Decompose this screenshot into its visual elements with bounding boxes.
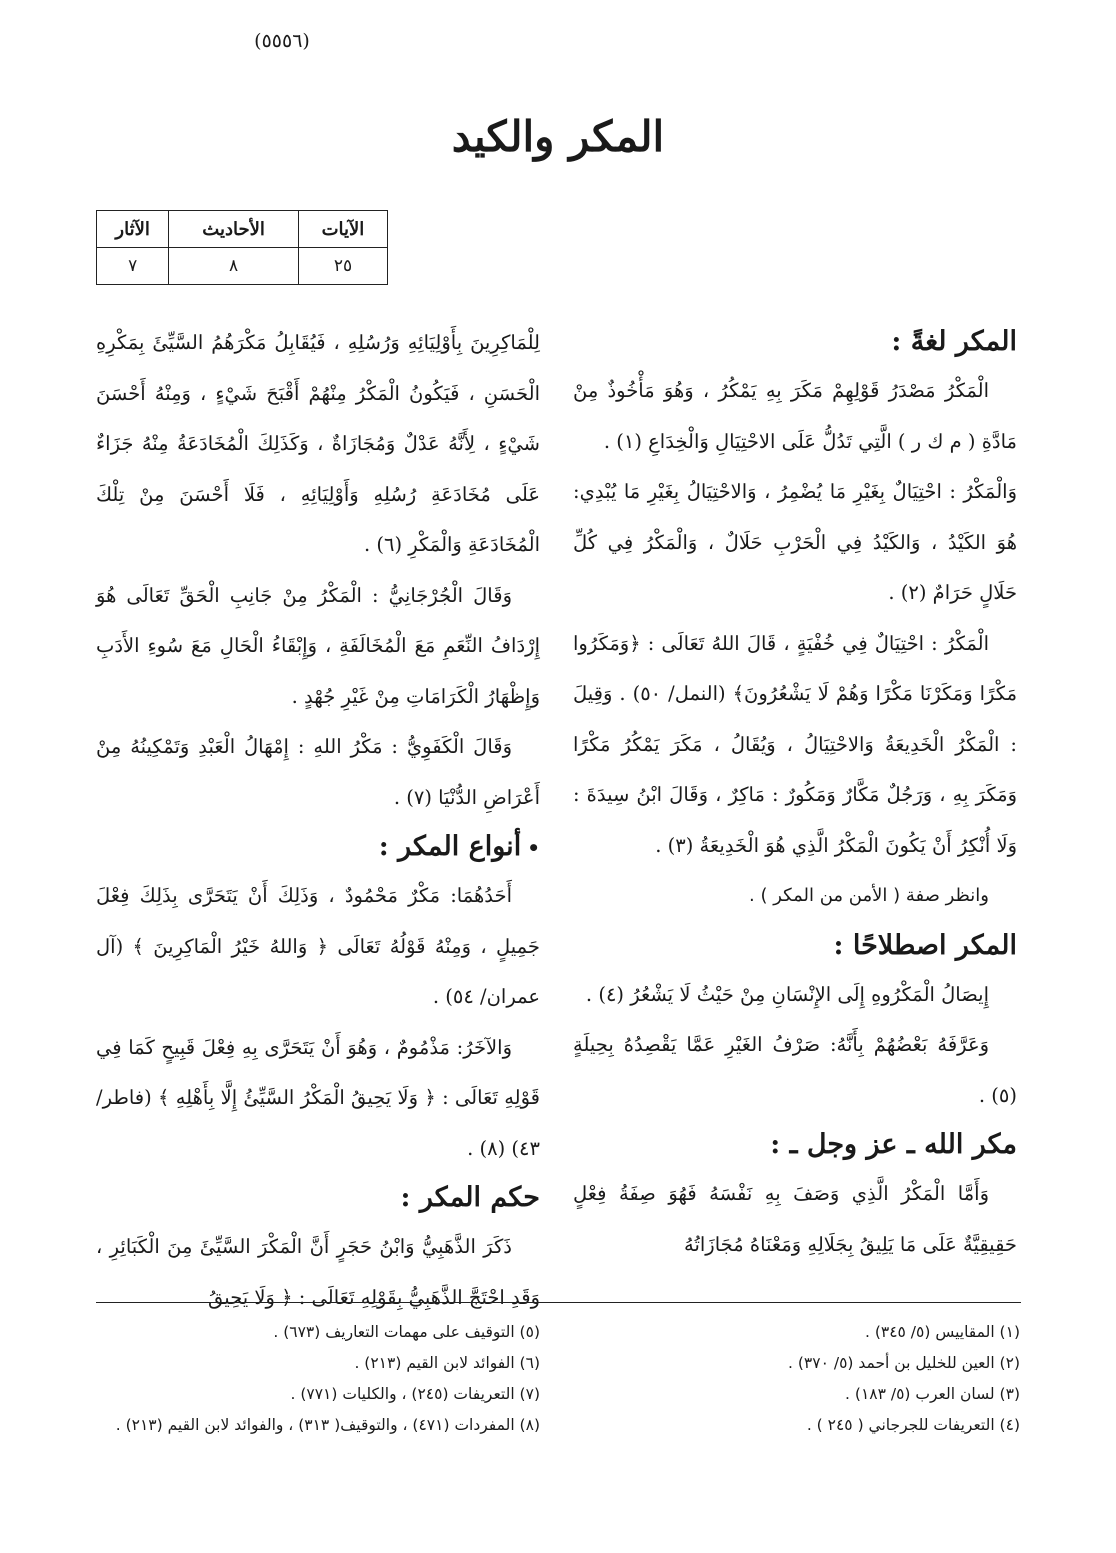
paragraph-linguistic-2: وَالْمَكْرُ : احْتِيَالٌ بِغَيْرِ مَا يُضْمِرُ ، وَالاحْتِيَالُ بِغَيْرِ مَا يُبْدِي: هُوَ الكَيْدُ ، وَالكَيْدُ فِي الْحَرْبِ حَلَالٌ ، وَالْمَكْرُ فِي كُلِّ حَلَالٍ حَرَامٌ (٢) . <box>573 480 1017 604</box>
paragraph-technical-1: إِيصَالُ الْمَكْرُوهِ إِلَى الإِنْسَانِ مِنْ حَيْثُ لَا يَشْعُرُ (٤) . <box>585 982 989 1006</box>
page-title: المكر والكيد <box>451 112 665 161</box>
footnote-1: (١) المقاييس (٥/ ٣٤٥) . <box>864 1323 1020 1341</box>
right-column <box>573 318 1017 1270</box>
stats-header-row <box>97 211 388 248</box>
stats-table <box>96 210 388 285</box>
stats-value-athar: ٧ <box>97 248 169 285</box>
page-number: (٥٥٥٦) <box>254 30 310 52</box>
footnotes-right <box>576 1317 1020 1441</box>
stats-value-row <box>97 248 388 285</box>
heading-linguistic: المكر لغةً : <box>891 326 1017 357</box>
paragraph-linguistic-1: الْمَكْرُ مَصْدَرُ قَوْلِهِمْ مَكَرَ بِهِ يَمْكُرُ ، وَهُوَ مَأْخُوذٌ مِنْ مَادَّةِ ( م ك ر ) الَّتِي تَدُلُّ عَلَى الاحْتِيَالِ وَالْخِدَاعِ (١) . <box>573 379 1017 453</box>
heading-types <box>96 823 540 871</box>
stats-header-ahadith: الأحاديث <box>169 211 299 248</box>
footnotes-left <box>96 1317 540 1441</box>
footnote-4: (٤) التعريفات للجرجاني ( ٢٤٥ ) . <box>806 1416 1020 1434</box>
footnote-divider <box>96 1302 1021 1303</box>
paragraph-ruling: ذَكَرَ الذَّهَبِيُّ وَابْنُ حَجَرٍ أَنَّ الْمَكْرَ السَّيِّئَ مِنَ الْكَبَائِرِ ، وَقَدِ احْتَجَّ الذَّهَبِيُّ بِقَوْلِهِ تَعَالَى : ﴿ وَلَا يَحِيقُ <box>96 1235 540 1309</box>
footnote-7: (٧) التعريفات (٢٤٥) ، والكليات (٧٧١) . <box>290 1385 540 1403</box>
heading-types-text: أنواع المكر : <box>378 831 522 862</box>
footnote-6: (٦) الفوائد لابن القيم (٢١٣) . <box>354 1354 540 1372</box>
paragraph-see-also: وانظر صفة ( الأمن من المكر ) . <box>749 885 989 906</box>
footnote-3: (٣) لسان العرب (٥/ ١٨٣) . <box>845 1385 1020 1403</box>
footnote-8: (٨) المفردات (٤٧١) ، والتوقيف( ٣١٣) ، والفوائد لابن القيم (٢١٣) . <box>115 1416 540 1434</box>
footnote-2: (٢) العين للخليل بن أحمد (٥/ ٣٧٠) . <box>788 1354 1020 1372</box>
paragraph-kafawi: وَقَالَ الْكَفَوِيُّ : مَكْرُ اللهِ : إِمْهَالُ الْعَبْدِ وَتَمْكِينُهُ مِنْ أَعْرَاضِ الدُّنْيَا (٧) . <box>96 735 540 809</box>
paragraph-jurjani: وَقَالَ الْجُرْجَانِيُّ : الْمَكْرُ مِنْ جَانِبِ الْحَقِّ تَعَالَى هُوَ إِرْدَافُ النِّعَمِ مَعَ الْمُخَالَفَةِ ، وَإِبْقَاءُ الْحَالِ مَعَ سُوءِ الأَدَبِ وَإِظْهَارُ الْكَرَامَاتِ مِنْ غَيْرِ جُهْدٍ . <box>96 583 540 708</box>
paragraph-allah-makr: وَأَمَّا الْمَكْرُ الَّذِي وَصَفَ بِهِ نَفْسَهُ فَهُوَ صِفَةُ فِعْلٍ حَقِيقِيَّةٌ عَلَى مَا يَلِيقُ بِجَلَالِهِ وَمَعْنَاهُ مُجَازَاتُهُ <box>573 1182 1017 1256</box>
stats-header-ayat: الآيات <box>298 211 387 248</box>
left-column <box>96 318 540 1323</box>
paragraph-type-2: وَالآخَرُ: مَذْمُومٌ ، وَهُوَ أَنْ يَتَحَرَّى بِهِ فِعْلَ قَبِيحٍ كَمَا فِي قَوْلِهِ تَعَالَى : ﴿ وَلَا يَحِيقُ الْمَكْرُ السَّيِّئُ إِلَّا بِأَهْلِهِ ﴾ (فاطر/ ٤٣) (٨) . <box>96 1035 540 1160</box>
paragraph-linguistic-3: الْمَكْرُ : احْتِيَالٌ فِي خُفْيَةٍ ، قَالَ اللهُ تَعَالَى : ﴿وَمَكَرُوا مَكْرًا وَمَكَرْنَا مَكْرًا وَهُمْ لَا يَشْعُرُونَ﴾ (النمل/ ٥٠) . وَقِيلَ : الْمَكْرُ الْخَدِيعَةُ وَالاحْتِيَالُ ، وَيُقَالُ ، مَكَرَ يَمْكُرُ مَكْرًا وَمَكَرَ بِهِ ، وَرَجُلٌ مَكَّارٌ وَمَكُورٌ : مَاكِرٌ ، وَقَالَ ابْنُ سِيدَةَ : وَلَا أُنْكِرُ أَنْ يَكُونَ الْمَكْرُ الَّذِي هُوَ الْخَدِيعَةُ (٣) . <box>573 631 1018 857</box>
stats-value-ahadith: ٨ <box>169 248 299 285</box>
stats-header-athar: الآثار <box>97 211 169 248</box>
paragraph-type-1: أَحَدُهُمَا: مَكْرٌ مَحْمُودٌ ، وَذَلِكَ أَنْ يَتَحَرَّى بِذَلِكَ فِعْلَ جَمِيلٍ ، وَمِنْهُ قَوْلُهُ تَعَالَى ﴿ وَاللهُ خَيْرُ الْمَاكِرِينَ ﴾ (آل عمران/ ٥٤) . <box>96 884 540 1008</box>
paragraph-continuation: لِلْمَاكِرِينَ بِأَوْلِيَائِهِ وَرُسُلِهِ ، فَيُقَابِلُ مَكْرَهُمُ السَّيِّئَ بِمَكْرِهِ الْحَسَنِ ، فَيَكُونُ الْمَكْرُ مِنْهُمْ أَقْبَحَ شَيْءٍ ، وَمِنْهُ أَحْسَنَ شَيْءٍ ، لِأَنَّهُ عَدْلٌ وَمُجَازَاةٌ ، وَكَذَلِكَ الْمُخَادَعَةُ مِنْهُ جَزَاءٌ عَلَى مُخَادَعَةِ رُسُلِهِ وَأَوْلِيَائِهِ ، فَلَا أَحْسَنَ مِنْ تِلْكَ الْمُخَادَعَةِ وَالْمَكْرِ (٦) . <box>96 331 540 556</box>
footnote-5: (٥) التوقيف على مهمات التعاريف (٦٧٣) . <box>273 1323 540 1341</box>
heading-allah-makr: مكر الله ـ عز وجل ـ : <box>770 1129 1017 1160</box>
heading-ruling: حكم المكر : <box>400 1182 540 1213</box>
bullet-icon: • <box>527 836 540 860</box>
heading-technical: المكر اصطلاحًا : <box>833 929 1017 961</box>
stats-value-ayat: ٢٥ <box>298 248 387 285</box>
paragraph-technical-2: وَعَرَّفَهُ بَعْضُهُمْ بِأَنَّهُ: صَرْفُ الغَيْرِ عَمَّا يَقْصِدُهُ بِحِيلَةٍ (٥) . <box>573 1033 1017 1107</box>
